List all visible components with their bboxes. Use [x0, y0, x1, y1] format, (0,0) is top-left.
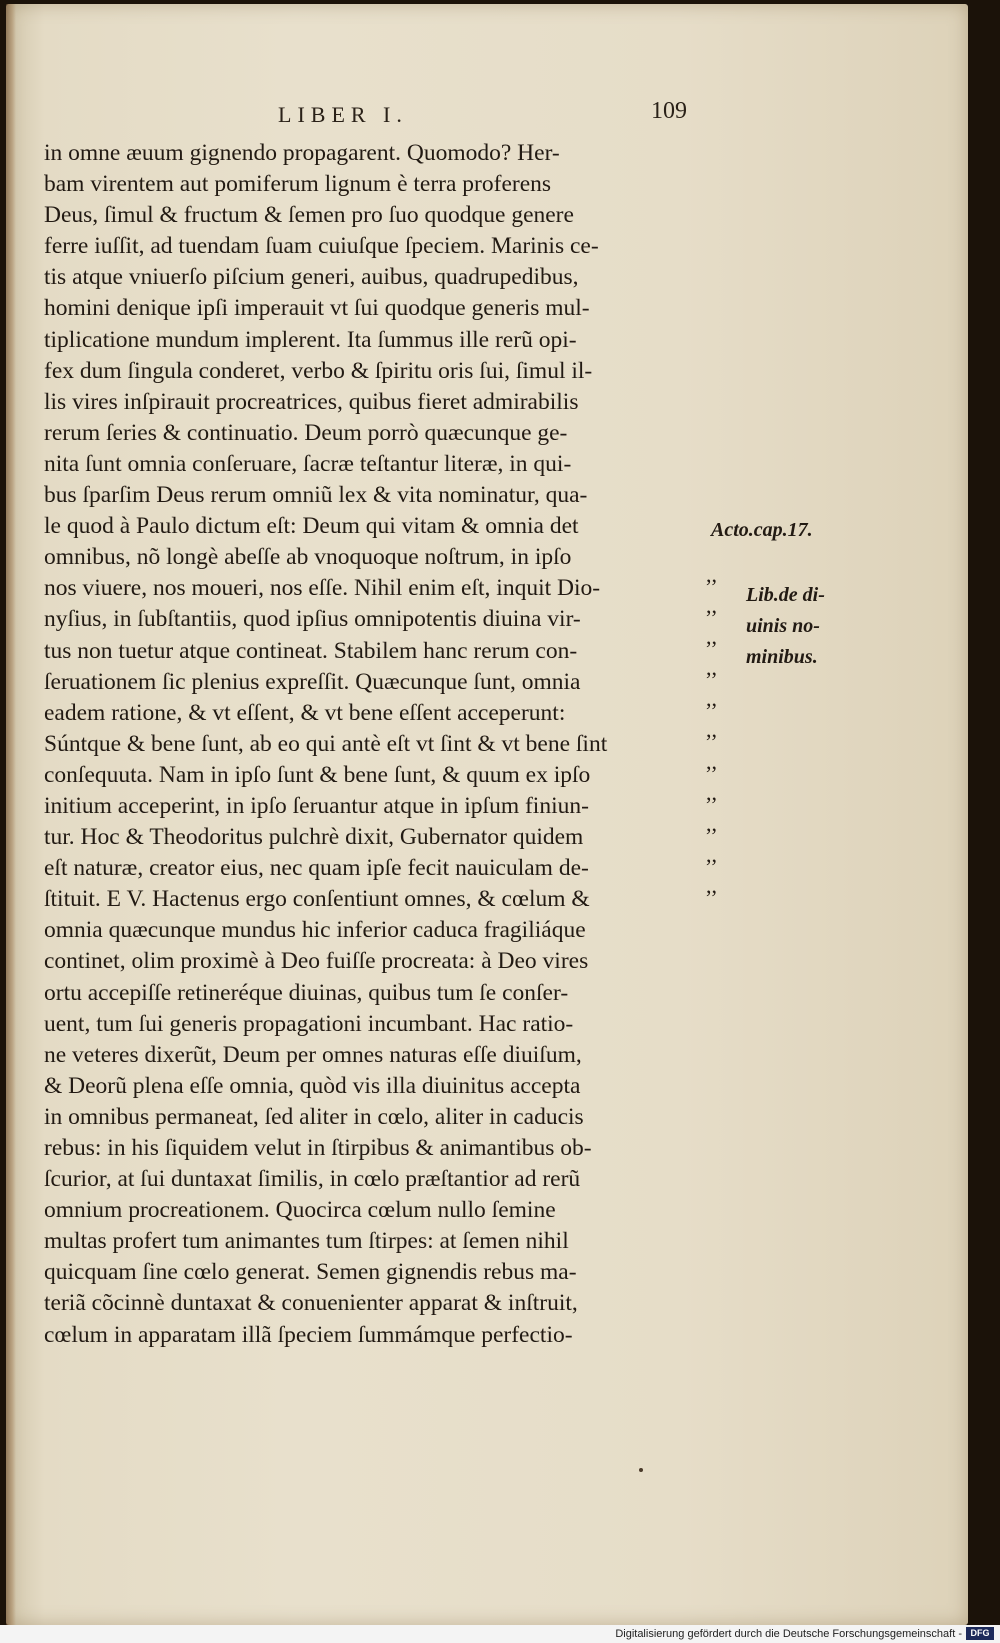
quotation-marks-column	[706, 559, 717, 901]
quotation-mark: ,,	[706, 686, 717, 712]
text-line: initium acceperint, in ipſo ſeruantur atque in ipſum finiun-	[44, 792, 589, 819]
text-line: tiplicatione mundum implerent. Ita ſummus ille rerũ opi-	[44, 326, 577, 353]
text-line: omnium procreationem. Quocirca cœlum nullo ſemine	[44, 1197, 556, 1224]
text-line: multas profert tum animantes tum ſtirpes: at ſemen nihil	[44, 1228, 569, 1255]
text-line: tis atque vniuerſo piſcium generi, auibus, quadrupedibus,	[44, 264, 579, 291]
text-line: homini denique ipſi imperauit vt ſui quodque generis mul-	[44, 295, 590, 322]
text-line: ferre iuſſit, ad tuendam ſuam cuiuſque ſpeciem. Marinis ce-	[44, 233, 599, 260]
text-line: tus non tuetur atque contineat. Stabilem hanc rerum con-	[44, 637, 578, 664]
dfg-logo: DFG	[966, 1627, 994, 1640]
quotation-mark: ,,	[706, 779, 717, 805]
body-text	[44, 138, 694, 1351]
text-line: in omne æuum gignendo propagarent. Quomodo? Her-	[44, 140, 560, 166]
text-line: teriã cõcinnè duntaxat & conuenienter apparat & inſtruit,	[44, 1290, 578, 1317]
text-line: ſcurior, at ſui duntaxat ſimilis, in cœlo præſtantior ad rerũ	[44, 1166, 581, 1193]
funding-credit: Digitalisierung gefördert durch die Deutsche Forschungsgemeinschaft -	[615, 1628, 962, 1640]
quotation-mark: ,,	[706, 655, 717, 681]
text-line: in omnibus permaneat, ſed aliter in cœlo, aliter in caducis	[44, 1103, 584, 1130]
book-page	[6, 4, 968, 1625]
quotation-mark: ,,	[706, 872, 717, 898]
text-line: ſeruationem ſic plenius expreſſit. Quæcunque ſunt, omnia	[44, 668, 581, 695]
text-line: bus ſparſim Deus rerum omniũ lex & vita nominatur, qua-	[44, 482, 588, 509]
text-line: tur. Hoc & Theodoritus pulchrè dixit, Gubernator quidem	[44, 824, 584, 851]
text-line: uent, tum ſui generis propagationi incumbant. Hac ratio-	[44, 1010, 574, 1037]
margin-note-line: uinis no-	[746, 615, 820, 637]
quotation-mark: ,,	[706, 810, 717, 836]
text-line: ne veteres dixerũt, Deum per omnes naturas eſſe diuiſum,	[44, 1041, 582, 1068]
page-number: 109	[651, 98, 687, 124]
quotation-mark: ,,	[706, 562, 717, 587]
margin-note-line: Lib.de di-	[746, 584, 825, 606]
text-line: eſt naturæ, creator eius, nec quam ipſe fecit nauiculam de-	[44, 855, 589, 882]
quotation-mark: ,,	[706, 593, 717, 619]
text-line: cœlum in apparatam illã ſpeciem ſummámque perfectio-	[44, 1321, 573, 1348]
text-line: omnia quæcunque mundus hic inferior caduca fragiliáque	[44, 917, 586, 944]
text-line: continet, olim proximè à Deo fuiſſe procreata: à Deo vires	[44, 948, 589, 975]
text-line: nita ſunt omnia conſeruare, ſacræ teſtantur literæ, in qui-	[44, 450, 572, 477]
text-line: ſtituit. E V. Hactenus ergo conſentiunt omnes, & cœlum &	[44, 886, 590, 913]
text-line: fex dum ſingula conderet, verbo & ſpiritu oris ſui, ſimul il-	[44, 357, 593, 384]
quotation-mark: ,,	[706, 717, 717, 743]
quotation-mark: ,,	[706, 748, 717, 774]
quotation-mark: ,,	[706, 841, 717, 867]
text-line: Súntque & bene ſunt, ab eo qui antè eſt vt ſint & vt bene ſint	[44, 730, 608, 757]
text-line: rebus: in his ſiquidem velut in ſtirpibus & animantibus ob-	[44, 1135, 592, 1161]
page-binding-edge	[6, 4, 16, 1625]
margin-note-divine-names	[746, 580, 825, 673]
text-line: nyſius, in ſubſtantiis, quod ipſius omnipotentis diuina vir-	[44, 606, 581, 633]
margin-note-line: minibus.	[746, 646, 818, 668]
text-line: lis vires inſpirauit procreatrices, quibus fieret admirabilis	[44, 388, 579, 415]
text-line: ortu accepiſſe retineréque diuinas, quibus tum ſe conſer-	[44, 979, 569, 1006]
text-line: Deus, ſimul & fructum & ſemen pro ſuo quodque genere	[44, 202, 574, 229]
text-line: omnibus, nõ longè abeſſe ab vnoquoque noſtrum, in ipſo	[44, 544, 572, 571]
text-line: le quod à Paulo dictum eſt: Deum qui vitam & omnia det	[44, 513, 579, 540]
margin-note-acts: Acto.cap.17.	[711, 519, 813, 541]
text-line: bam virentem aut pomiferum lignum è terra proferens	[44, 171, 552, 198]
quotation-mark: ,,	[706, 624, 717, 650]
text-line: & Deorũ plena eſſe omnia, quòd vis illa diuinitus accepta	[44, 1072, 581, 1099]
text-line: quicquam ſine cœlo generat. Semen gignendis rebus ma-	[44, 1259, 577, 1286]
text-line: eadem ratione, & vt eſſent, & vt bene eſſent acceperunt:	[44, 699, 566, 726]
text-line: conſequuta. Nam in ipſo ſunt & bene ſunt, & quum ex ipſo	[44, 761, 591, 788]
text-line: nos viuere, nos moueri, nos eſſe. Nihil enim eſt, inquit Dio-	[44, 575, 601, 602]
text-line: rerum ſeries & continuatio. Deum porrò quæcunque ge-	[44, 419, 568, 446]
running-head: LIBER I.	[278, 102, 408, 127]
ink-speck	[639, 1468, 643, 1472]
